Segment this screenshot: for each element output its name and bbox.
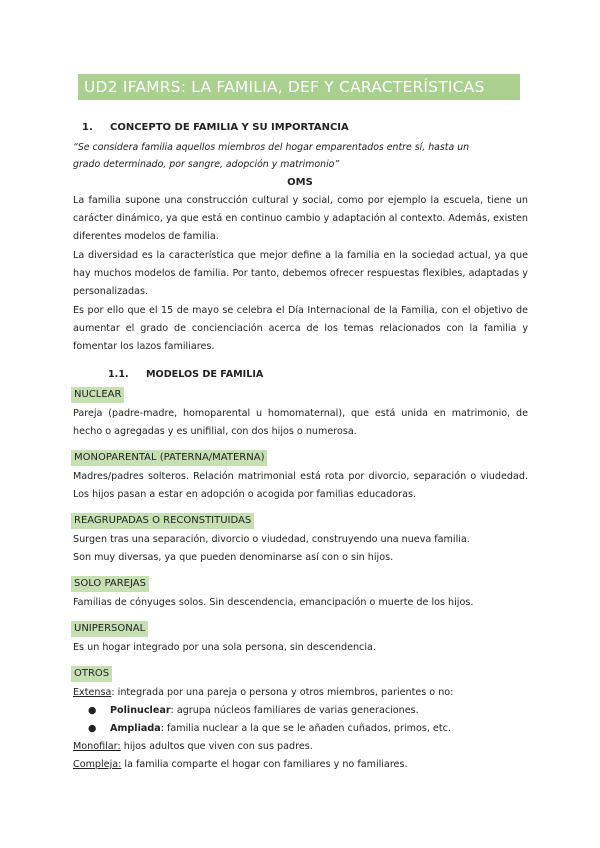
- term-label: Polinuclear: [110, 705, 171, 716]
- model-tag-nuclear: NUCLEAR: [71, 387, 124, 403]
- section-heading-1: [82, 122, 349, 133]
- term-label: Extensa: [73, 687, 112, 698]
- term-definition: la familia comparte el hogar con familiares y no familiares.: [121, 759, 408, 770]
- term-definition: : integrada por una pareja o persona y otros miembros, parientes o no:: [111, 687, 454, 698]
- term-label: Monofilar:: [73, 741, 121, 752]
- bullet-icon: ●: [88, 705, 97, 716]
- model-tag-unipersonal: UNIPERSONAL: [71, 621, 148, 637]
- model-description: Son muy diversas, ya que pueden denominarse así con o sin hijos.: [73, 552, 394, 563]
- model-description: Pareja (padre-madre, homoparental u homomaternal), que está unida en matrimonio, de hecho o agregadas y es unifilial, con dos hijos o numerosa.: [73, 408, 528, 437]
- quote-line: grado determinado, por sangre, adopción y matrimonio”: [73, 159, 340, 170]
- paragraph: La familia supone una construcción cultural y social, como por ejemplo la escuela, tiene un carácter dinámico, ya que está en continuo cambio y adaptación al contexto. Además, existen diferentes modelos de familia.: [73, 195, 528, 242]
- quote-source: OMS: [287, 177, 313, 188]
- otros-extensa: [73, 684, 528, 702]
- term-label: Ampliada: [110, 723, 161, 734]
- bullet-item-ampliada: [88, 720, 451, 738]
- quote-line: “Se considera familia aquellos miembros del hogar emparentados entre sí, hasta un: [73, 142, 470, 153]
- paragraph: La diversidad es la característica que mejor define a la familia en la sociedad actual, ya que hay muchos modelos de familia. Por tanto, debemos ofrecer respuestas flexibles, adaptadas y personalizadas.: [73, 250, 528, 297]
- model-description: Familias de cónyuges solos. Sin descendencia, emancipación o muerte de los hijos.: [73, 597, 474, 608]
- term-definition: : agrupa núcleos familiares de varias generaciones.: [170, 705, 419, 716]
- model-description: Surgen tras una separación, divorcio o viudedad, construyendo una nueva familia.: [73, 534, 470, 545]
- model-description: Madres/padres solteros. Relación matrimonial está rota por divorcio, separación o viudedad. Los hijos pasan a estar en adopción o acogida por familias educadoras.: [73, 471, 528, 500]
- definition-quote: [73, 139, 528, 173]
- section-number: 1.: [82, 122, 93, 133]
- model-description: Es un hogar integrado por una sola persona, sin descendencia.: [73, 642, 376, 653]
- document-title-banner: UD2 IFAMRS: LA FAMILIA, DEF Y CARACTERÍSTICAS: [78, 74, 520, 100]
- term-definition: hijos adultos que viven con sus padres.: [120, 741, 313, 752]
- bullet-item-polinuclear: [88, 702, 419, 720]
- subsection-heading: [108, 369, 263, 380]
- bullet-icon: ●: [88, 723, 97, 734]
- subsection-number: 1.1.: [108, 369, 129, 380]
- term-definition: : familia nuclear a la que se le añaden cuñados, primos, etc.: [160, 723, 451, 734]
- model-tag-otros: OTROS: [71, 666, 112, 682]
- paragraph: Es por ello que el 15 de mayo se celebra el Día Internacional de la Familia, con el objetivo de aumentar el grado de concienciación acerca de los temas relacionados con la familia y fomentar los lazos familiares.: [73, 305, 528, 352]
- model-tag-reagrupadas: REAGRUPADAS O RECONSTITUIDAS: [71, 513, 254, 529]
- model-tag-solo-parejas: SOLO PAREJAS: [71, 576, 149, 592]
- section-title: CONCEPTO DE FAMILIA Y SU IMPORTANCIA: [110, 122, 349, 133]
- subsection-title: MODELOS DE FAMILIA: [146, 369, 264, 380]
- term-label: Compleja:: [73, 759, 122, 770]
- otros-compleja: [73, 756, 528, 774]
- model-tag-monoparental: MONOPARENTAL (PATERNA/MATERNA): [71, 450, 267, 466]
- otros-monofilar: [73, 738, 528, 756]
